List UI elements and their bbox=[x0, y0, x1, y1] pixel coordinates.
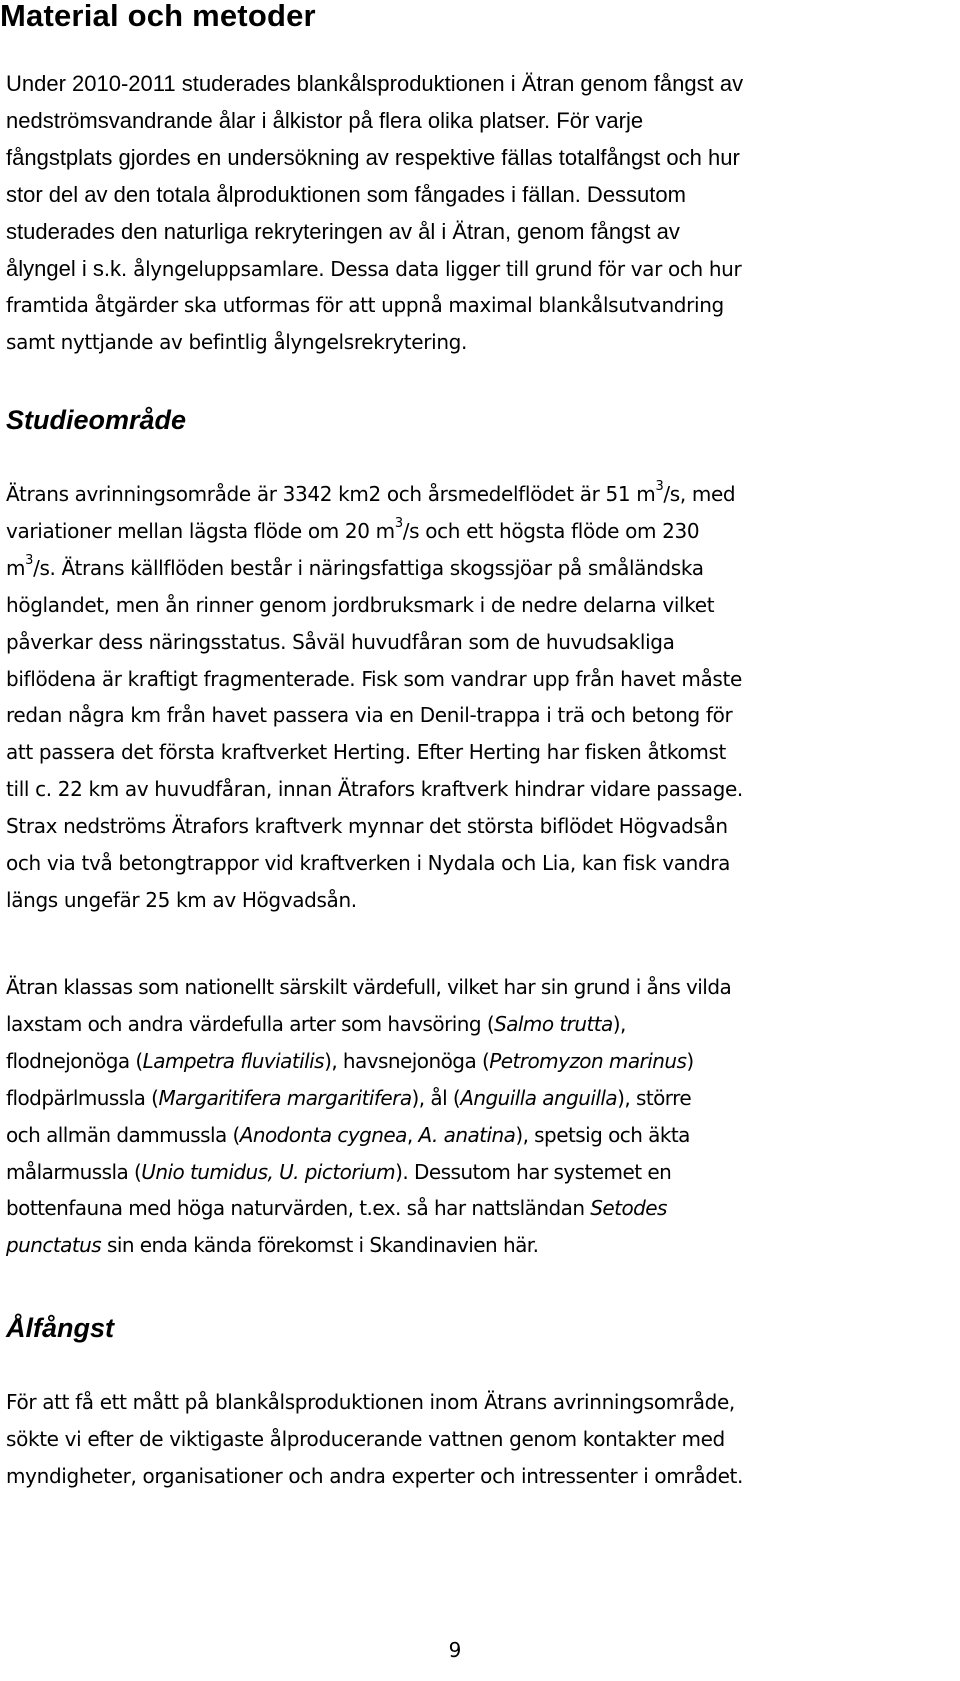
intro-line: ålyngeluppsamlare. Dessa data ligger till grund för var och hur bbox=[133, 256, 742, 281]
text-run: /s, med bbox=[663, 482, 736, 506]
text-run: flodpärlmussla ( bbox=[6, 1085, 159, 1110]
intro-line: Under 2010-2011 studerades blankålsproduktionen i Ätran genom fångst av bbox=[6, 71, 744, 96]
text-run: sin enda kända förekomst i Skandinavien här. bbox=[101, 1233, 539, 1258]
superscript: 3 bbox=[655, 479, 664, 495]
text-line: sökte vi efter de viktigaste ålproducerande vattnen genom kontakter med bbox=[6, 1426, 725, 1451]
intro-line: ålyngel i s.k. bbox=[6, 255, 134, 281]
text-run: ) bbox=[686, 1048, 694, 1073]
text-line: och via två betongtrappor vid kraftverken i Nydala och Lia, kan fisk vandra bbox=[6, 851, 731, 876]
text-run: ), havsnejonöga ( bbox=[324, 1048, 490, 1073]
superscript: 3 bbox=[394, 516, 403, 532]
page-title: Material och metoder bbox=[0, 0, 316, 33]
text-line: längs ungefär 25 km av Högvadsån. bbox=[6, 887, 357, 912]
species-name: A. anatina bbox=[418, 1122, 516, 1147]
text-run: ), bbox=[612, 1011, 626, 1036]
text-run: ), ål ( bbox=[411, 1085, 461, 1110]
species-name: Unio tumidus, U. pictorium bbox=[141, 1159, 396, 1184]
species-name: Lampetra fluviatilis bbox=[142, 1048, 325, 1073]
text-run: laxstam och andra värdefulla arter som havsöring ( bbox=[6, 1011, 495, 1036]
study-area-paragraph-2 bbox=[6, 969, 936, 1264]
intro-paragraph bbox=[6, 66, 960, 361]
text-line: biflödena är kraftigt fragmenterade. Fisk som vandrar upp från havet måste bbox=[6, 666, 742, 691]
text-line: höglandet, men ån rinner genom jordbruksmark i de nedre delarna vilket bbox=[6, 592, 715, 617]
intro-line: nedströmsvandrande ålar i ålkistor på flera olika platser. För varje bbox=[6, 107, 644, 133]
section-heading-alfangst: Ålfångst bbox=[6, 1313, 114, 1343]
text-run: Ätrans avrinningsområde är 3342 km2 och årsmedelflödet är 51 m bbox=[6, 482, 656, 506]
intro-line: stor del av den totala ålproduktionen som fångades i fällan. Dessutom bbox=[6, 181, 686, 207]
species-name: Petromyzon marinus bbox=[489, 1048, 687, 1073]
text-run: och allmän dammussla ( bbox=[6, 1122, 240, 1147]
text-line: påverkar dess näringsstatus. Såväl huvudfåran som de huvudsakliga bbox=[6, 629, 675, 654]
intro-line: framtida åtgärder ska utformas för att uppnå maximal blankålsutvandring bbox=[6, 293, 724, 318]
text-line: Ätran klassas som nationellt särskilt värdefull, vilket har sin grund i åns vilda bbox=[6, 975, 732, 999]
intro-line: fångstplats gjordes en undersökning av respektive fällas totalfångst och hur bbox=[6, 144, 740, 170]
intro-line: studerades den naturliga rekryteringen av ål i Ätran, genom fångst av bbox=[6, 218, 680, 244]
text-run: flodnejonöga ( bbox=[6, 1048, 143, 1073]
text-line: till c. 22 km av huvudfåran, innan Ätrafors kraftverk hindrar vidare passage. bbox=[6, 777, 743, 802]
superscript: 3 bbox=[25, 553, 34, 569]
species-name: Anguilla anguilla bbox=[460, 1085, 618, 1110]
text-run: m bbox=[6, 555, 26, 580]
text-run: bottenfauna med höga naturvärden, t.ex. så har nattsländan bbox=[6, 1196, 591, 1221]
text-run: , bbox=[406, 1122, 419, 1147]
text-run: ). Dessutom har systemet en bbox=[395, 1159, 672, 1184]
study-area-paragraph-1 bbox=[6, 476, 936, 919]
text-run: ), spetsig och äkta bbox=[515, 1122, 690, 1147]
text-line: redan några km från havet passera via en Denil-trappa i trä och betong för bbox=[6, 703, 733, 728]
text-run: målarmussla ( bbox=[6, 1159, 142, 1184]
species-name: Margaritifera margaritifera bbox=[158, 1085, 412, 1110]
page-number: 9 bbox=[448, 1638, 462, 1662]
text-run: variationer mellan lägsta flöde om 20 m bbox=[6, 518, 395, 543]
text-line: myndigheter, organisationer och andra experter och intressenter i området. bbox=[6, 1463, 744, 1488]
species-name: Salmo trutta bbox=[494, 1011, 613, 1036]
intro-line: samt nyttjande av befintlig ålyngelsrekrytering. bbox=[6, 330, 468, 355]
text-line: att passera det första kraftverket Herting. Efter Herting har fisken åtkomst bbox=[6, 740, 727, 765]
species-name: punctatus bbox=[6, 1233, 102, 1258]
eel-catch-paragraph bbox=[6, 1384, 936, 1495]
species-name: Anodonta cygnea bbox=[239, 1122, 407, 1147]
text-run: ), större bbox=[617, 1085, 692, 1110]
text-run: /s och ett högsta flöde om 230 bbox=[402, 518, 700, 543]
text-run: /s. Ätrans källflöden består i näringsfattiga skogssjöar på småländska bbox=[33, 555, 704, 580]
text-line: För att få ett mått på blankålsproduktionen inom Ätrans avrinningsområde, bbox=[6, 1390, 735, 1414]
text-line: Strax nedströms Ätrafors kraftverk mynnar det största biflödet Högvadsån bbox=[6, 814, 728, 839]
species-name: Setodes bbox=[590, 1196, 667, 1221]
section-heading-studieomrade: Studieområde bbox=[6, 405, 187, 435]
